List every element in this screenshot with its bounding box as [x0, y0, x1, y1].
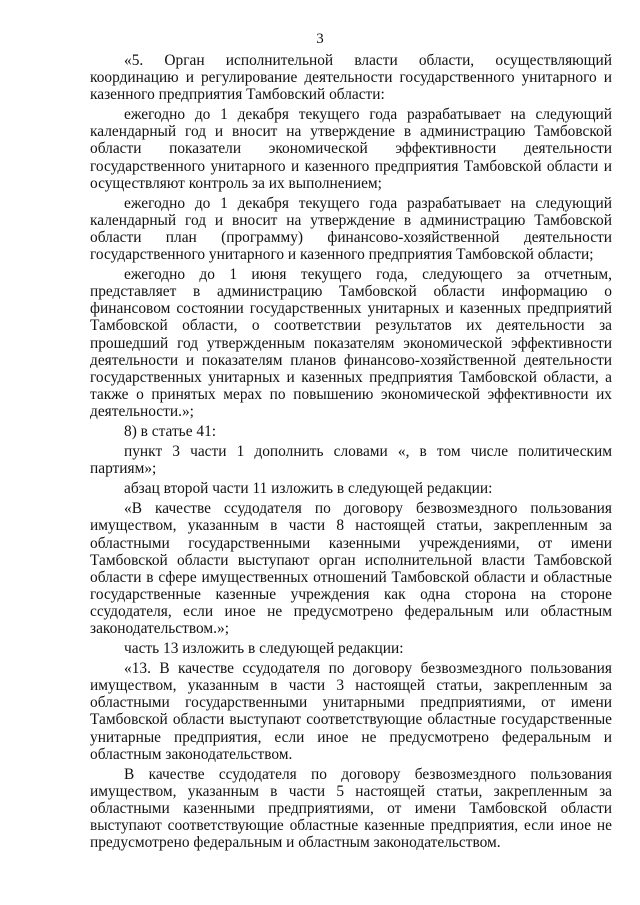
paragraph-item-5-intro: «5. Орган исполнительной власти области, осуществляющий координацию и регулирование деятельности государственного унитарного и казенного предприятия Тамбовский области:	[90, 52, 612, 104]
paragraph-annual-report: ежегодно до 1 июня текущего года, следующего за отчетным, представляет в администрацию Тамбовской области информацию о финансовом состоянии государственных унитарных и казенных предприятий Тамбовской области, о соответствии результатов их деятельности за прошедший год утвержденным показателям экономической эффективности деятельности и показателям планов финансово-хозяйственной деятельности государственных унитарных и казенных предприятия Тамбовской области, а также о принятых мерах по повышению экономической эффективности их деятельности.»;	[90, 266, 612, 420]
page-number: 3	[316, 31, 324, 47]
paragraph-part-11-intro: абзац второй части 11 изложить в следующей редакции:	[124, 480, 493, 498]
paragraph-article-41: 8) в статье 41:	[124, 422, 217, 440]
paragraph-plan: ежегодно до 1 декабря текущего года разрабатывает на следующий календарный год и вносит на утверждение в администрацию Тамбовской области план (программу) финансово-хозяйственной деятельности государственного унитарного и казенного предприятия Тамбовской области;	[90, 194, 612, 264]
paragraph-part-13-second: В качестве ссудодателя по договору безвозмездного пользования имуществом, указанным в части 5 настоящей статьи, закрепленным за областными казенными предприятиями, от имени Тамбовской области выступают соответствующие областные казенные предприятия, если иное не предусмотрено федеральным и областным законодательством.	[90, 765, 612, 852]
paragraph-point-3: пункт 3 части 1 дополнить словами «, в том числе политическим партиям»;	[90, 443, 612, 478]
document-body	[90, 52, 612, 854]
paragraph-part-13-text: «13. В качестве ссудодателя по договору безвозмездного пользования имуществом, указанным в части 3 настоящей статьи, закрепленным за областными государственными унитарными предприятиями, от имени Тамбовской области выступают соответствующие областные государственные унитарные предприятия, если иное не предусмотрено федеральным и областным законодательством.	[90, 660, 612, 763]
paragraph-part-11-text: «В качестве ссудодателя по договору безвозмездного пользования имуществом, указанным в части 8 настоящей статьи, закрепленным за областными государственными казенными учреждениями, от имени Тамбовской области выступают орган исполнительной власти Тамбовской области в сфере имущественных отношений Тамбовской области и областные государственные казенные учреждения как одна сторона на стороне ссудодателя, если иное не предусмотрено федеральным или областным законодательством.»;	[90, 500, 612, 637]
paragraph-indicators: ежегодно до 1 декабря текущего года разрабатывает на следующий календарный год и вносит на утверждение в администрацию Тамбовской области показатели экономической эффективности деятельности государственного унитарного и казенного предприятия Тамбовской области и осуществляют контроль за их выполнением;	[90, 106, 612, 192]
paragraph-part-13-intro: часть 13 изложить в следующей редакции:	[124, 640, 404, 658]
